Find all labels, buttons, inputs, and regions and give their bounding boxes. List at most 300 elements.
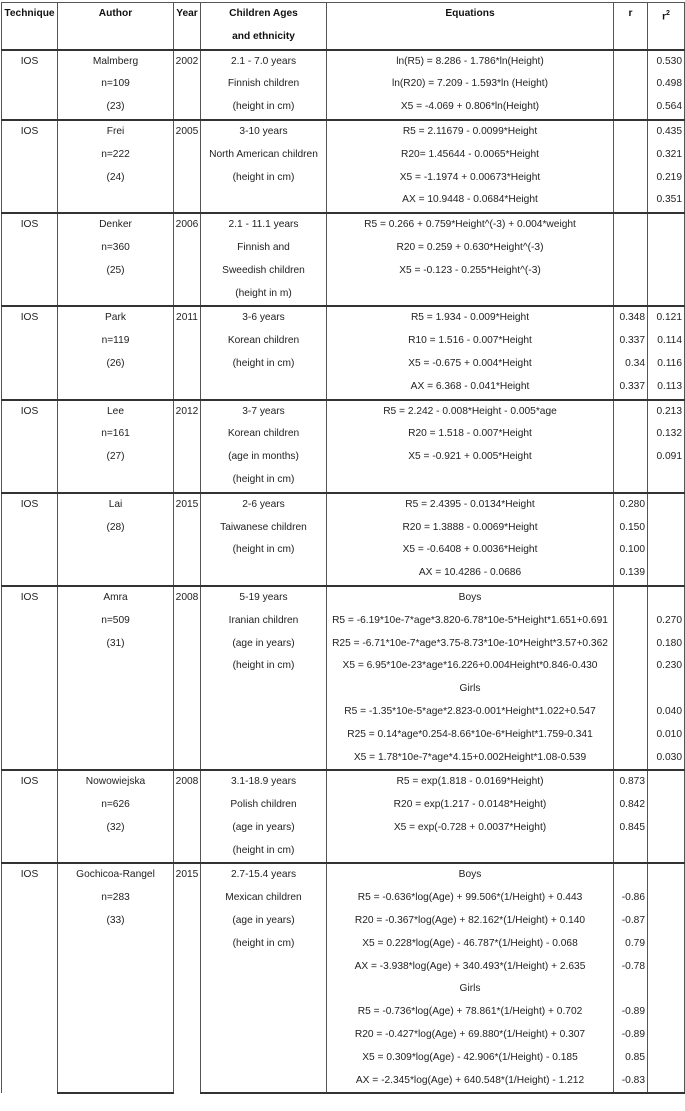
ages-cell: 2.1 - 11.1 years — [201, 213, 327, 237]
ages-cell — [201, 1070, 327, 1094]
equation-cell: AX = -2.345*log(Age) + 640.548*(1/Height) - 1.212 — [327, 1070, 614, 1094]
equation-cell: R10 = 1.516 - 0.007*Height — [327, 330, 614, 353]
ages-cell: 2.1 - 7.0 years — [201, 50, 327, 74]
table-row — [2, 655, 685, 678]
equation-cell: R5 = 2.242 - 0.008*Height - 0.005*age — [327, 400, 614, 424]
table-row — [2, 610, 685, 633]
table-row — [2, 817, 685, 840]
equation-cell: X5 = -0.921 + 0.005*Height — [327, 446, 614, 469]
ages-cell — [201, 189, 327, 213]
author-cell: Lee — [58, 400, 174, 424]
r-cell: 0.100 — [614, 539, 648, 562]
header-r-squared — [648, 3, 685, 50]
equation-cell: R5 = 0.266 + 0.759*Height^(-3) + 0.004*weight — [327, 213, 614, 237]
r-cell — [614, 678, 648, 701]
r-squared-cell — [648, 283, 685, 307]
table-row — [2, 887, 685, 910]
equation-cell: R20 = -0.367*log(Age) + 82.162*(1/Height) + 0.140 — [327, 910, 614, 933]
table-row — [2, 330, 685, 353]
r-cell — [614, 213, 648, 237]
author-detail-cell: (28) — [58, 517, 174, 540]
ages-cell: 3-10 years — [201, 120, 327, 144]
technique-cell: IOS — [2, 213, 58, 306]
r-cell: 0.139 — [614, 562, 648, 586]
table-row — [2, 493, 685, 517]
equation-cell — [327, 469, 614, 493]
author-detail-cell: n=119 — [58, 330, 174, 353]
author-cell: Park — [58, 306, 174, 330]
table-row — [2, 50, 685, 74]
equation-cell: R5 = -0.636*log(Age) + 99.506*(1/Height) + 0.443 — [327, 887, 614, 910]
table-row — [2, 863, 685, 887]
table-row — [2, 701, 685, 724]
equation-cell: AX = -3.938*log(Age) + 340.493*(1/Height) + 2.635 — [327, 956, 614, 979]
author-detail-cell: (24) — [58, 167, 174, 190]
r-cell: 0.337 — [614, 330, 648, 353]
r-squared-cell: 0.180 — [648, 633, 685, 656]
study-group — [2, 50, 685, 120]
r-squared-cell — [648, 586, 685, 610]
equation-cell: X5 = 1.78*10e-7*age*4.15+0.002Height*1.08-0.539 — [327, 747, 614, 771]
equation-cell: X5 = 0.228*log(Age) - 46.787*(1/Height) - 0.068 — [327, 933, 614, 956]
r-squared-cell — [648, 517, 685, 540]
header-technique: Technique — [2, 3, 58, 50]
ages-cell: 5-19 years — [201, 586, 327, 610]
ages-cell: Sweedish children — [201, 260, 327, 283]
author-detail-cell: (32) — [58, 817, 174, 840]
equation-cell: R20 = 1.3888 - 0.0069*Height — [327, 517, 614, 540]
ages-cell: Mexican children — [201, 887, 327, 910]
r-cell: -0.89 — [614, 1024, 648, 1047]
ages-cell: Finnish and — [201, 237, 327, 260]
ages-cell: (height in m) — [201, 283, 327, 307]
technique-cell: IOS — [2, 50, 58, 120]
ages-cell: Polish children — [201, 794, 327, 817]
header-r: r — [614, 3, 648, 50]
r-cell: 0.150 — [614, 517, 648, 540]
author-detail-cell: (26) — [58, 353, 174, 376]
header-author: Author — [58, 3, 174, 50]
technique-cell: IOS — [2, 863, 58, 1093]
table-row — [2, 747, 685, 771]
equation-cell: X5 = exp(-0.728 + 0.0037*Height) — [327, 817, 614, 840]
study-group — [2, 493, 685, 586]
r-cell: -0.78 — [614, 956, 648, 979]
table-row — [2, 73, 685, 96]
table-row — [2, 213, 685, 237]
year-cell: 2008 — [174, 586, 201, 770]
r-cell: -0.83 — [614, 1070, 648, 1094]
r-cell: 0.280 — [614, 493, 648, 517]
r-cell — [614, 50, 648, 74]
author-detail-cell: n=626 — [58, 794, 174, 817]
ages-cell — [201, 978, 327, 1001]
equation-cell: ln(R20) = 7.209 - 1.593*ln (Height) — [327, 73, 614, 96]
r-squared-cell — [648, 863, 685, 887]
table-row — [2, 423, 685, 446]
r-squared-cell: 0.270 — [648, 610, 685, 633]
r-squared-cell — [648, 237, 685, 260]
equation-cell: X5 = -4.069 + 0.806*ln(Height) — [327, 96, 614, 120]
table-row — [2, 633, 685, 656]
ages-cell: (height in cm) — [201, 655, 327, 678]
technique-cell: IOS — [2, 400, 58, 493]
table-row — [2, 237, 685, 260]
author-detail-cell: (33) — [58, 910, 174, 933]
r-squared-cell — [648, 1024, 685, 1047]
year-cell: 2011 — [174, 306, 201, 399]
author-detail-cell — [58, 956, 174, 979]
equation-cell: X5 = 0.309*log(Age) - 42.906*(1/Height) - 0.185 — [327, 1047, 614, 1070]
author-detail-cell — [58, 469, 174, 493]
ages-cell: (age in years) — [201, 910, 327, 933]
r-cell — [614, 400, 648, 424]
table-row — [2, 96, 685, 120]
r-cell: 0.79 — [614, 933, 648, 956]
equation-cell: R25 = 0.14*age*0.254-8.66*10e-6*Height*1.759-0.341 — [327, 724, 614, 747]
r-cell — [614, 701, 648, 724]
equation-cell: R20 = 1.518 - 0.007*Height — [327, 423, 614, 446]
table-row — [2, 469, 685, 493]
equation-cell: R20= 1.45644 - 0.0065*Height — [327, 144, 614, 167]
r-cell — [614, 260, 648, 283]
author-detail-cell: n=161 — [58, 423, 174, 446]
reference-equations-table — [1, 2, 685, 1094]
study-group — [2, 120, 685, 213]
r-squared-cell: 0.091 — [648, 446, 685, 469]
year-cell: 2005 — [174, 120, 201, 213]
author-detail-cell — [58, 747, 174, 771]
table-row — [2, 794, 685, 817]
header-r-squared-sup: 2 — [666, 10, 670, 17]
r-cell — [614, 96, 648, 120]
r-squared-cell — [648, 562, 685, 586]
author-detail-cell: n=360 — [58, 237, 174, 260]
table-row — [2, 539, 685, 562]
author-detail-cell — [58, 539, 174, 562]
r-squared-cell: 0.230 — [648, 655, 685, 678]
author-cell: Frei — [58, 120, 174, 144]
r-cell — [614, 73, 648, 96]
ages-cell — [201, 1047, 327, 1070]
r-squared-cell — [648, 794, 685, 817]
technique-cell: IOS — [2, 586, 58, 770]
r-squared-cell — [648, 887, 685, 910]
r-cell — [614, 423, 648, 446]
table-row — [2, 978, 685, 1001]
ages-cell — [201, 1001, 327, 1024]
equation-cell: AX = 10.4286 - 0.0686 — [327, 562, 614, 586]
author-detail-cell — [58, 1070, 174, 1094]
ages-cell: North American children — [201, 144, 327, 167]
ages-cell — [201, 562, 327, 586]
equation-cell: Boys — [327, 586, 614, 610]
ages-cell: Taiwanese children — [201, 517, 327, 540]
header-r-squared-base: r — [662, 11, 667, 23]
r-squared-cell: 0.213 — [648, 400, 685, 424]
equation-cell: R5 = -1.35*10e-5*age*2.823-0.001*Height*1.022+0.547 — [327, 701, 614, 724]
ages-cell: 2-6 years — [201, 493, 327, 517]
author-detail-cell — [58, 724, 174, 747]
table-row — [2, 306, 685, 330]
r-squared-cell — [648, 1047, 685, 1070]
ages-cell — [201, 747, 327, 771]
r-squared-cell: 0.564 — [648, 96, 685, 120]
equation-cell: R20 = -0.427*log(Age) + 69.880*(1/Height) + 0.307 — [327, 1024, 614, 1047]
r-squared-cell: 0.435 — [648, 120, 685, 144]
table-row — [2, 517, 685, 540]
r-squared-cell: 0.030 — [648, 747, 685, 771]
table-row — [2, 446, 685, 469]
r-cell — [614, 633, 648, 656]
r-cell — [614, 840, 648, 864]
table-row — [2, 260, 685, 283]
ages-cell: (height in cm) — [201, 539, 327, 562]
ages-cell: (age in years) — [201, 633, 327, 656]
author-detail-cell: n=509 — [58, 610, 174, 633]
r-squared-cell: 0.351 — [648, 189, 685, 213]
equation-cell — [327, 840, 614, 864]
ages-cell — [201, 1024, 327, 1047]
table-row — [2, 933, 685, 956]
r-cell: 0.873 — [614, 770, 648, 794]
r-squared-cell: 0.121 — [648, 306, 685, 330]
author-cell: Nowowiejska — [58, 770, 174, 794]
r-cell: 0.348 — [614, 306, 648, 330]
author-cell: Lai — [58, 493, 174, 517]
table-row — [2, 120, 685, 144]
equation-cell: R5 = -0.736*log(Age) + 78.861*(1/Height) + 0.702 — [327, 1001, 614, 1024]
study-group — [2, 586, 685, 770]
ages-cell: (age in years) — [201, 817, 327, 840]
study-group — [2, 400, 685, 493]
equation-cell: X5 = -0.6408 + 0.0036*Height — [327, 539, 614, 562]
r-squared-cell — [648, 910, 685, 933]
ages-cell: (age in months) — [201, 446, 327, 469]
r-cell: -0.87 — [614, 910, 648, 933]
ages-cell: 3-7 years — [201, 400, 327, 424]
ages-cell — [201, 956, 327, 979]
r-squared-cell: 0.040 — [648, 701, 685, 724]
author-detail-cell — [58, 562, 174, 586]
ages-cell: (height in cm) — [201, 469, 327, 493]
ages-cell — [201, 724, 327, 747]
table-row — [2, 1001, 685, 1024]
r-squared-cell — [648, 933, 685, 956]
equation-cell: X5 = -0.123 - 0.255*Height^(-3) — [327, 260, 614, 283]
equation-cell: R5 = 2.4395 - 0.0134*Height — [327, 493, 614, 517]
ages-cell: (height in cm) — [201, 167, 327, 190]
r-squared-cell — [648, 770, 685, 794]
table-row — [2, 167, 685, 190]
equation-cell: Girls — [327, 678, 614, 701]
ages-cell — [201, 376, 327, 400]
equation-cell: R20 = exp(1.217 - 0.0148*Height) — [327, 794, 614, 817]
author-detail-cell: (23) — [58, 96, 174, 120]
r-squared-cell: 0.219 — [648, 167, 685, 190]
ages-cell: 2.7-15.4 years — [201, 863, 327, 887]
r-cell — [614, 747, 648, 771]
technique-cell: IOS — [2, 770, 58, 863]
table-row — [2, 910, 685, 933]
author-cell: Gochicoa-Rangel — [58, 863, 174, 887]
r-squared-cell: 0.498 — [648, 73, 685, 96]
year-cell: 2006 — [174, 213, 201, 306]
header-ages-line2: and ethnicity — [201, 26, 327, 50]
year-cell: 2012 — [174, 400, 201, 493]
author-detail-cell: n=283 — [58, 887, 174, 910]
r-cell — [614, 655, 648, 678]
r-squared-cell: 0.113 — [648, 376, 685, 400]
r-squared-cell: 0.116 — [648, 353, 685, 376]
table-row — [2, 353, 685, 376]
table-row — [2, 770, 685, 794]
author-detail-cell — [58, 978, 174, 1001]
r-squared-cell — [648, 469, 685, 493]
author-detail-cell — [58, 283, 174, 307]
equation-cell: R5 = -6.19*10e-7*age*3.820-6.78*10e-5*Height*1.651+0.691 — [327, 610, 614, 633]
year-cell: 2002 — [174, 50, 201, 120]
author-detail-cell — [58, 1001, 174, 1024]
table-row — [2, 956, 685, 979]
author-detail-cell: (27) — [58, 446, 174, 469]
ages-cell: Finnish children — [201, 73, 327, 96]
ages-cell: (height in cm) — [201, 353, 327, 376]
r-cell — [614, 978, 648, 1001]
r-cell: 0.845 — [614, 817, 648, 840]
technique-cell: IOS — [2, 120, 58, 213]
technique-cell: IOS — [2, 493, 58, 586]
r-cell: 0.85 — [614, 1047, 648, 1070]
author-detail-cell — [58, 840, 174, 864]
r-cell: -0.89 — [614, 1001, 648, 1024]
r-cell — [614, 610, 648, 633]
r-cell: 0.337 — [614, 376, 648, 400]
author-detail-cell: n=109 — [58, 73, 174, 96]
table-row — [2, 678, 685, 701]
ages-cell — [201, 678, 327, 701]
ages-cell: Korean children — [201, 330, 327, 353]
ages-cell: 3.1-18.9 years — [201, 770, 327, 794]
header-year: Year — [174, 3, 201, 50]
table-row — [2, 1047, 685, 1070]
equation-cell: X5 = -0.675 + 0.004*Height — [327, 353, 614, 376]
table-row — [2, 562, 685, 586]
r-squared-cell — [648, 539, 685, 562]
ages-cell: (height in cm) — [201, 840, 327, 864]
author-detail-cell — [58, 1047, 174, 1070]
author-detail-cell: (31) — [58, 633, 174, 656]
r-squared-cell: 0.010 — [648, 724, 685, 747]
table-header — [2, 3, 685, 50]
ages-cell: 3-6 years — [201, 306, 327, 330]
r-cell — [614, 189, 648, 213]
r-cell: 0.34 — [614, 353, 648, 376]
author-cell: Amra — [58, 586, 174, 610]
author-detail-cell — [58, 189, 174, 213]
ages-cell — [201, 701, 327, 724]
r-squared-cell: 0.132 — [648, 423, 685, 446]
r-squared-cell — [648, 840, 685, 864]
table-row — [2, 586, 685, 610]
r-cell — [614, 863, 648, 887]
r-cell — [614, 469, 648, 493]
ages-cell: Korean children — [201, 423, 327, 446]
technique-cell: IOS — [2, 306, 58, 399]
r-squared-cell — [648, 956, 685, 979]
author-detail-cell — [58, 678, 174, 701]
r-cell — [614, 144, 648, 167]
r-cell — [614, 446, 648, 469]
study-group — [2, 306, 685, 399]
table-row — [2, 189, 685, 213]
header-ages-line1: Children Ages — [201, 3, 327, 26]
study-group — [2, 770, 685, 863]
r-squared-cell — [648, 260, 685, 283]
table-row — [2, 1024, 685, 1047]
ages-cell: (height in cm) — [201, 933, 327, 956]
year-cell: 2015 — [174, 863, 201, 1093]
r-squared-cell: 0.114 — [648, 330, 685, 353]
equation-cell: R20 = 0.259 + 0.630*Height^(-3) — [327, 237, 614, 260]
r-cell: -0.86 — [614, 887, 648, 910]
author-detail-cell — [58, 933, 174, 956]
r-squared-cell — [648, 1070, 685, 1094]
ages-cell: (height in cm) — [201, 96, 327, 120]
equation-cell: Girls — [327, 978, 614, 1001]
table-row — [2, 840, 685, 864]
author-cell: Denker — [58, 213, 174, 237]
table-row — [2, 400, 685, 424]
author-cell: Malmberg — [58, 50, 174, 74]
equation-cell: R25 = -6.71*10e-7*age*3.75-8.73*10e-10*Height*3.57+0.362 — [327, 633, 614, 656]
year-cell: 2015 — [174, 493, 201, 586]
r-cell — [614, 283, 648, 307]
equation-cell: R5 = exp(1.818 - 0.0169*Height) — [327, 770, 614, 794]
table-row — [2, 283, 685, 307]
r-cell — [614, 237, 648, 260]
r-cell — [614, 586, 648, 610]
r-squared-cell — [648, 1001, 685, 1024]
author-detail-cell: n=222 — [58, 144, 174, 167]
year-cell: 2008 — [174, 770, 201, 863]
header-equations: Equations — [327, 3, 614, 50]
equation-cell: X5 = 6.95*10e-23*age*16.226+0.004Height*0.846-0.430 — [327, 655, 614, 678]
author-detail-cell: (25) — [58, 260, 174, 283]
equation-cell: X5 = -1.1974 + 0.00673*Height — [327, 167, 614, 190]
r-squared-cell — [648, 493, 685, 517]
header-row — [2, 3, 685, 26]
author-detail-cell — [58, 376, 174, 400]
author-detail-cell — [58, 701, 174, 724]
equation-cell: AX = 10.9448 - 0.0684*Height — [327, 189, 614, 213]
author-detail-cell — [58, 655, 174, 678]
table-row — [2, 724, 685, 747]
r-cell: 0.842 — [614, 794, 648, 817]
study-group — [2, 863, 685, 1093]
equation-cell: Boys — [327, 863, 614, 887]
equation-cell — [327, 283, 614, 307]
r-squared-cell: 0.321 — [648, 144, 685, 167]
r-squared-cell — [648, 978, 685, 1001]
author-detail-cell — [58, 1024, 174, 1047]
r-squared-cell: 0.530 — [648, 50, 685, 74]
r-squared-cell — [648, 678, 685, 701]
table-row — [2, 144, 685, 167]
r-cell — [614, 167, 648, 190]
r-squared-cell — [648, 213, 685, 237]
ages-cell: Iranian children — [201, 610, 327, 633]
